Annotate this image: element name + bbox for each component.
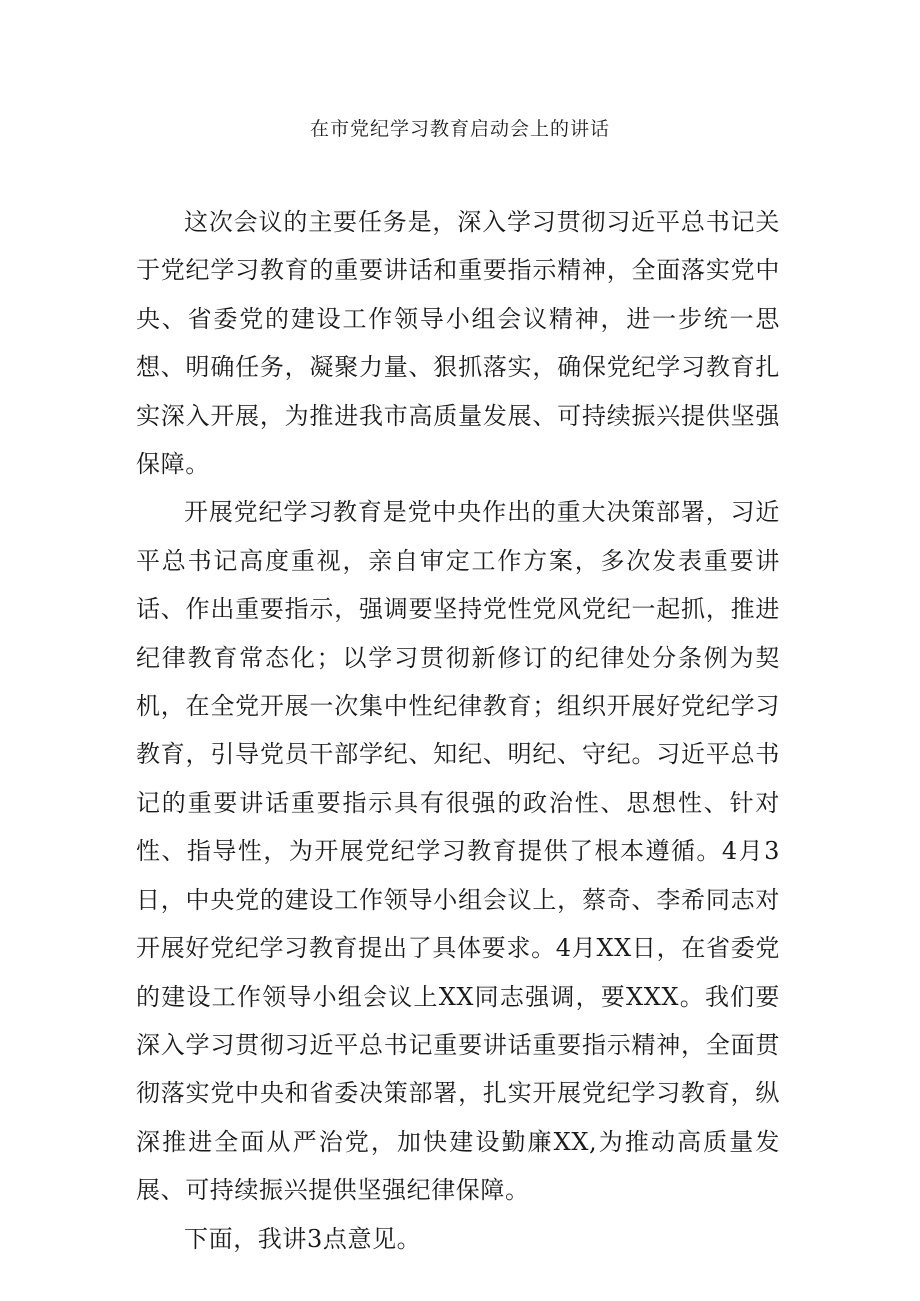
paragraph-intro: 这次会议的主要任务是，深入学习贯彻习近平总书记关于党纪学习教育的重要讲话和重要指示精神，全面落实党中央、省委党的建设工作领导小组会议精神，进一步统一思想、明确任务，凝聚力量、狠抓落实，确保党纪学习教育扎实深入开展，为推进我市高质量发展、可持续振兴提供坚强保障。 <box>136 208 780 479</box>
document-title: 在市党纪学习教育启动会上的讲话 <box>309 118 610 140</box>
paragraph-background: 开展党纪学习教育是党中央作出的重大决策部署，习近平总书记高度重视，亲自审定工作方案，多次发表重要讲话、作出重要指示，强调要坚持党性党风党纪一起抓，推进纪律教育常态化；以学习贯彻新修订的纪律处分条例为契机，在全党开展一次集中性纪律教育；组织开展好党纪学习教育，引导党员干部学纪、知纪、明纪、守纪。习近平总书记的重要讲话重要指示具有很强的政治性、思想性、针对性、指导性，为开展党纪学习教育提供了根本遵循。4月3日，中央党的建设工作领导小组会议上，蔡奇、李希同志对开展好党纪学习教育提出了具体要求。4月XX日，在省委党的建设工作领导小组会议上XX同志强调，要XXX。我们要深入学习贯彻习近平总书记重要讲话重要指示精神，全面贯彻落实党中央和省委决策部署，扎实开展党纪学习教育，纵深推进全面从严治党，加快建设勤廉XX,为推动高质量发展、可持续振兴提供坚强纪律保障。 <box>136 498 780 1205</box>
document-body <box>136 198 780 1263</box>
paragraph-outline: 下面，我讲3点意见。 <box>184 1224 422 1253</box>
